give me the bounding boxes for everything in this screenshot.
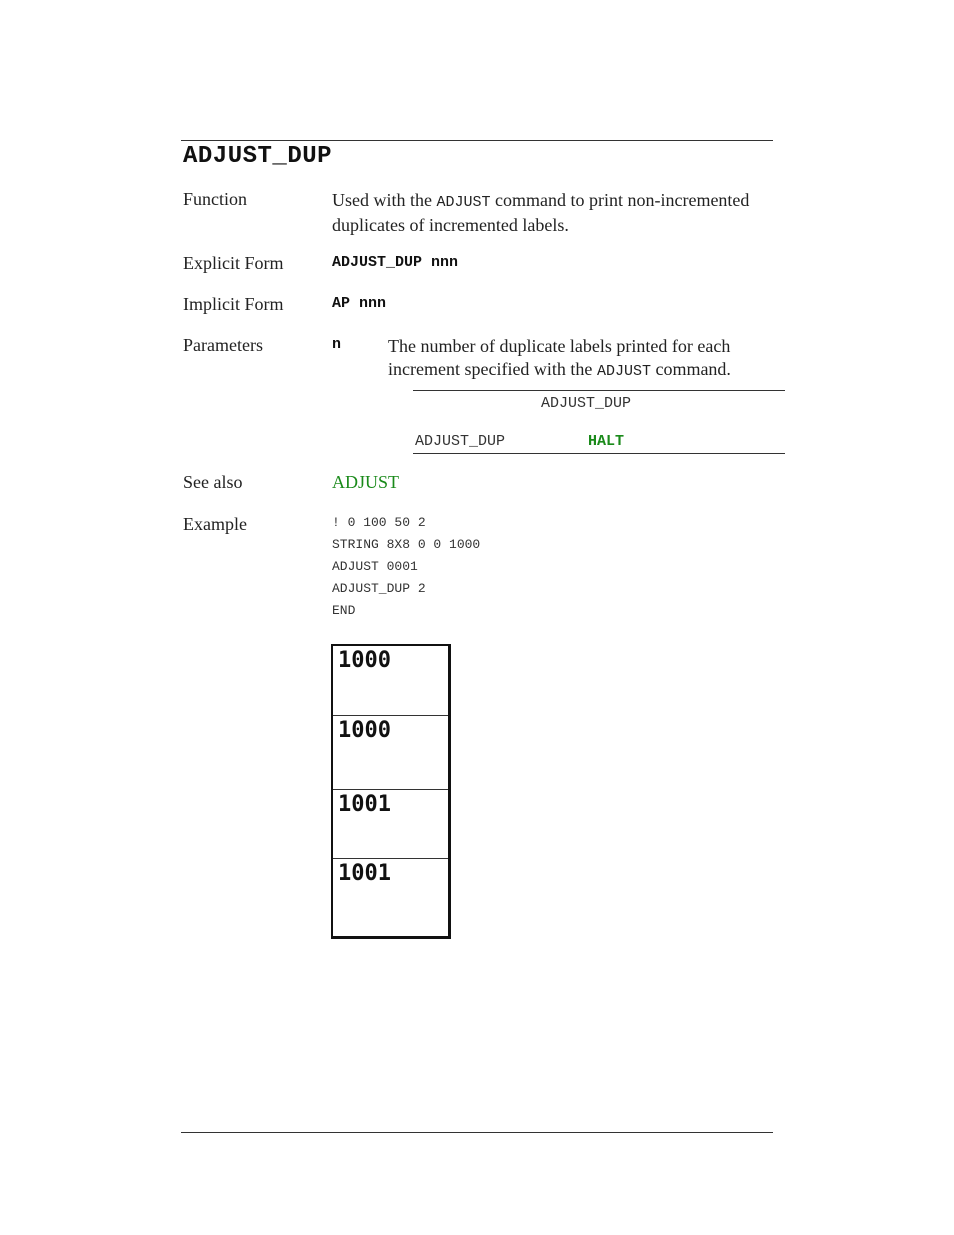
- note-bottom-rule: [413, 453, 785, 454]
- function-description: [332, 189, 762, 237]
- printed-label: [333, 790, 448, 859]
- parameter-text-end: command.: [650, 359, 731, 379]
- parameter-description: [388, 335, 788, 383]
- printed-label: [333, 716, 448, 790]
- see-also-label: See also: [183, 472, 243, 492]
- function-label: Function: [183, 189, 248, 209]
- parameter-cmd: ADJUST: [596, 363, 651, 380]
- label-number: 1001: [338, 792, 391, 817]
- parameter-text: The number of duplicate labels printed for each increment specified with the: [388, 336, 731, 379]
- explicit-form-value: ADJUST_DUP nnn: [332, 254, 459, 271]
- implicit-form-value: AP nnn: [332, 295, 387, 312]
- label-number: 1000: [338, 718, 391, 743]
- parameters-label: Parameters: [183, 335, 263, 355]
- example-label: Example: [183, 514, 247, 534]
- printed-labels: [331, 644, 451, 939]
- page-title: ADJUST_DUP: [183, 143, 333, 170]
- function-text: Used with the: [332, 190, 437, 210]
- example-code: ! 0 100 50 2 STRING 8X8 0 0 1000 ADJUST 0001 ADJUST_DUP 2 END: [332, 515, 481, 618]
- implicit-form-label: Implicit Form: [183, 294, 284, 314]
- explicit-form-label: Explicit Form: [183, 253, 284, 273]
- label-number: 1001: [338, 861, 391, 886]
- function-text-end: command to print non-incremented duplicates of incremented labels.: [332, 190, 750, 235]
- label-number: 1000: [338, 648, 391, 673]
- note-halt-link[interactable]: HALT: [588, 433, 625, 450]
- parameter-name: n: [332, 336, 342, 353]
- note-heading: ADJUST_DUP: [541, 395, 632, 412]
- printed-label: [333, 646, 448, 716]
- bottom-rule: [181, 1132, 773, 1133]
- function-cmd: ADJUST: [436, 194, 491, 211]
- printed-label: [333, 859, 448, 936]
- top-rule: [181, 140, 773, 141]
- see-also-adjust-link[interactable]: ADJUST: [332, 472, 400, 492]
- note-command: ADJUST_DUP: [415, 433, 506, 450]
- note-top-rule: [413, 390, 785, 391]
